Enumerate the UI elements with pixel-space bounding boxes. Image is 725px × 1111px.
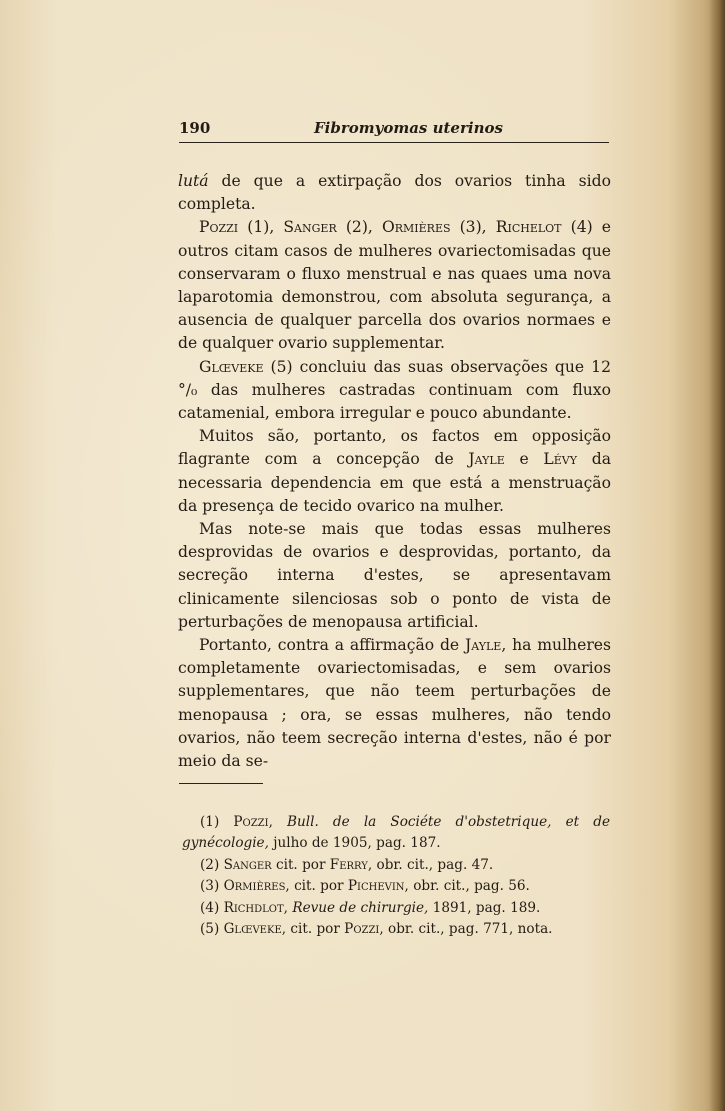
- author-name: Ormières: [381, 218, 451, 237]
- author-name: Jayle: [468, 450, 505, 469]
- text-run: ,: [268, 814, 288, 830]
- text-run: , obr. cit., pag. 56.: [404, 878, 530, 895]
- running-head: [179, 119, 609, 143]
- text-run: Mas note-se mais que todas essas mulheres desprovidas de ovarios e desprovidas, portanto, da secreção interna d'estes, se apresentavam clinicamente silenciosas sob o ponto de vista de perturbações de menopausa artificial.: [178, 520, 611, 631]
- footnote-author: Glœveke: [223, 921, 282, 938]
- footnote-number: (2): [200, 856, 224, 873]
- footnote-work-title: Revue de chirurgie,: [292, 899, 429, 916]
- footnote-separator: [179, 783, 263, 784]
- text-run: , cit. por: [281, 921, 345, 938]
- author-name: Lévy: [543, 450, 578, 469]
- header-rule: [179, 142, 609, 143]
- footnote-3: [182, 876, 610, 897]
- text-run: , obr. cit., pag. 47.: [367, 856, 494, 873]
- footnote-number: (5): [200, 921, 224, 938]
- footnote-author: Pozzi: [344, 921, 380, 938]
- text-run: julho de 1905, pag. 187.: [268, 835, 441, 852]
- footnote-author: Ormières: [223, 878, 286, 895]
- text-run: , obr. cit., pag. 771, nota.: [379, 921, 553, 938]
- paragraph-4: [178, 425, 611, 518]
- text-run: (3),: [450, 218, 496, 237]
- running-title: Fibromyomas uterinos: [314, 119, 503, 137]
- text-run: , cit. por: [285, 878, 348, 895]
- text-run: 1891, pag. 189.: [428, 899, 541, 916]
- author-name: Pozzi: [199, 218, 239, 237]
- footnote-author: Richdlot: [223, 899, 284, 916]
- text-run: , ha mulheres completamente ovariectomisadas, e sem ovarios supplementares, que não teem perturbações de menopausa ; ora, se essas mulheres, não tendo ovarios, não teem secreção interna d'estes, não é por meio da se-: [178, 636, 612, 771]
- paragraph-6: [178, 634, 611, 773]
- text-run: (4) e outros citam casos de mulheres ovariectomisadas que conservaram o fluxo menstrual e nas quaes uma nova laparotomia demonstrou, com absoluta segurança, a ausencia de qualquer parcella dos ovarios normaes e de qualquer ovario supplementar.: [178, 218, 612, 353]
- footnote-5: [182, 919, 610, 940]
- text-run: ,: [283, 899, 293, 916]
- italic-word: lutá: [178, 172, 209, 190]
- author-name: Jayle: [464, 636, 502, 655]
- text-run: Portanto, contra a affirmação de: [199, 636, 465, 655]
- text-run: (2),: [336, 218, 382, 237]
- paragraph-2: [178, 216, 611, 355]
- page-gutter-shadow: [709, 0, 725, 1111]
- author-name: Richelot: [495, 218, 562, 237]
- paragraph-1: [178, 170, 611, 216]
- footnote-work-title: Bull. de la Sociéte d'obstetrique, et de gynécologie,: [182, 814, 610, 852]
- footnote-number: (1): [200, 814, 234, 830]
- paragraph-5: [178, 518, 611, 634]
- footnotes: [182, 812, 610, 940]
- text-run: de que a extirpação dos ovarios tinha sido completa.: [178, 172, 611, 214]
- body-text: [178, 170, 611, 773]
- paragraph-3: [178, 356, 611, 426]
- footnote-author: Pozzi: [233, 814, 269, 830]
- text-run: (5) concluiu das suas observações que 12 °/₀ das mulheres castradas continuam com fluxo catamenial, embora irregular e pouco abundante.: [178, 357, 611, 423]
- footnote-1: [182, 812, 610, 855]
- text-run: (1),: [238, 218, 284, 237]
- author-name: Glœveke: [199, 357, 264, 376]
- footnote-author: Ferry: [329, 856, 368, 873]
- text-run: Muitos são, portanto, os factos em opposição flagrante com a concepção de: [178, 427, 611, 469]
- footnote-4: [182, 898, 610, 919]
- footnote-number: (4): [200, 899, 224, 916]
- text-run: da necessaria dependencia em que está a menstruação da presença de tecido ovarico na mulher.: [178, 450, 611, 515]
- footnote-author: Sanger: [223, 856, 272, 873]
- page-number: 190: [179, 119, 211, 137]
- author-name: Sanger: [283, 218, 337, 237]
- footnote-number: (3): [200, 878, 224, 895]
- footnote-author: Pichevin: [347, 878, 405, 895]
- footnote-2: [182, 855, 610, 876]
- text-run: cit. por: [271, 856, 330, 873]
- text-run: e: [504, 450, 544, 469]
